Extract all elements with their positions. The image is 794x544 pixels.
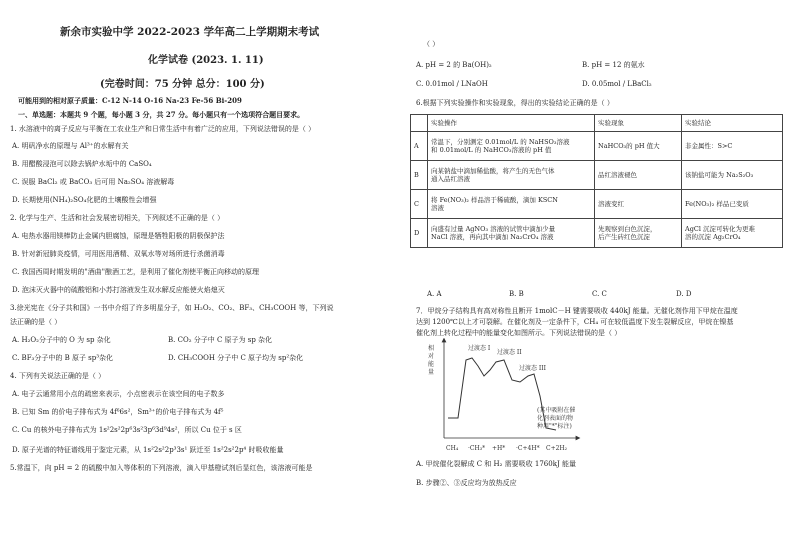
table-header-cell: 实验现象 [595,115,682,132]
q4-option-b: B. 已知 Sm 的价电子排布式为 4f⁶6s²，Sm³⁺的价电子排布式为 4f⁵ [12,408,224,416]
conclusion-line: Fe(NO₃)₂ 样品已变质 [685,200,749,208]
operation-line: 向某钠盐中滴加稀盐酸，将产生的无色气体 [431,167,555,175]
q2-option-c: C. 我国西周时期发明的"酒曲"酿酒工艺，是利用了催化剂使平衡正向移动的原理 [12,268,259,276]
q2-option-a: A. 电热水器用镁棒防止金属内胆腐蚀，原理是牺牲阳极的阴极保护法 [12,232,225,240]
q7-stem-line1: 7．甲烷分子结构具有高对称性且断开 1molC－H 键需要吸收 440kJ 能量。无催化剂作用下甲烷在温度 [416,307,738,315]
phenomenon-cell [595,219,682,248]
conclusion-line: 溶的沉淀 Ag₂CrO₄ [685,233,741,241]
table-row [411,161,783,190]
q3-stem-line2: 法正确的是（ ） [10,318,62,326]
transition-state-2-label: 过渡态 II [497,349,522,356]
operation-cell [428,132,595,161]
q4-option-d: D. 原子光谱的特征谱线用于鉴定元素，从 1s²2s²2p³3s¹ 跃迁至 1s²2s²2p⁴ 时吸收能量 [12,446,284,454]
adsorption-note-line: 种用"*"标注) [537,423,572,430]
operation-cell [428,161,595,190]
q2-option-d: D. 泡沫灭火器中的硫酸铝和小苏打溶液发生双水解反应能使火焰熄灭 [12,286,225,294]
q6-answer-d: D. D [676,290,692,298]
adsorption-note-line: (其中吸附在催 [537,407,576,414]
conclusion-line: AgCl 沉淀可转化为更难 [685,225,755,233]
y-axis-label-char: 对 [428,353,435,360]
q6-answer-a: A. A [427,290,442,298]
adsorption-note-line: 化剂表面的物 [537,415,574,422]
q7-option-a: A. 甲烷催化裂解成 C 和 H₂ 需要吸收 1760kJ 能量 [416,460,576,468]
energy-profile-diagram [416,338,586,460]
phenomenon-line: NaHCO₃的 pH 值大 [598,142,660,150]
row-label: C [411,190,428,219]
q6-answer-c: C. C [592,290,607,298]
q5-option-a: A. pH = 2 的 Ba(OH)₂ [416,61,492,69]
phenomenon-line: 先观察到白色沉淀， [598,225,657,233]
q3-option-c: C. BF₃分子中的 B 原子 sp³杂化 [12,354,114,362]
table-row [411,190,783,219]
x-axis-label: CH₄ [446,445,459,452]
conclusion-line: 非金属性：S>C [685,142,733,150]
table-row [411,219,783,248]
q7-option-b: B. 步骤②、③反应均为放热反应 [416,479,517,487]
transition-state-1-label: 过渡态 I [468,345,491,352]
y-axis-label-char: 相 [428,345,435,352]
phenomenon-cell [595,190,682,219]
q3-option-b: B. CO₂ 分子中 C 原子为 sp 杂化 [168,336,273,344]
section-heading: 一、单选题：本题共 9 个题，每小题 3 分，共 27 分。每小题只有一个选项符合题目要求。 [18,110,305,119]
q1-stem: 1. 水溶液中的离子反应与平衡在工农业生产和日常生活中有着广泛的应用，下列说法错误的是（ ） [10,125,316,133]
q3-stem-line1: 3.徐光宪在《分子共和国》一书中介绍了许多明星分子，如 H₂O₂、CO₂、BF₃、CH₃COOH 等，下列说 [10,304,334,312]
q2-stem: 2. 化学与生产、生活和社会发展密切相关，下列叙述不正确的是（ ） [10,214,225,222]
operation-cell [428,190,595,219]
q7-stem-line3: 催化剂上转化过程中的能量变化如图所示。下列说法错误的是（ ） [416,329,622,337]
operation-line: 溶液 [431,204,444,212]
q5-option-b: B. pH = 12 的氨水 [582,61,645,69]
phenomenon-line: 品红溶液褪色 [598,171,637,179]
phenomenon-line: 溶液变红 [598,200,624,208]
q2-option-b: B. 针对新冠肺炎疫情，可用医用酒精、双氧水等对场所进行杀菌消毒 [12,250,225,258]
row-label: D [411,219,428,248]
operation-line: 常温下，分别测定 0.01mol/L 的 NaHSO₃溶液 [431,138,570,146]
y-axis-label-char: 量 [428,369,435,376]
experiment-table [410,114,783,248]
school-title: 新余市实验中学 2022-2023 学年高二上学期期末考试 [60,26,320,38]
x-axis-label: +H* [492,445,506,452]
table-header-cell [411,115,428,132]
q6-answer-b: B. B [509,290,524,298]
y-axis-label-char: 能 [428,361,435,368]
x-axis-label: ·CH₃* [468,445,486,452]
q5-option-d: D. 0.05mol / LBaCl₂ [582,80,652,88]
q4-option-a: A. 电子云通常用小点的疏密来表示，小点密表示在该空间的电子数多 [12,390,225,398]
phenomenon-cell [595,132,682,161]
table-header-cell: 实验操作 [428,115,595,132]
q4-stem: 4. 下列有关说法正确的是（ ） [10,372,106,380]
phenomenon-line: 后产生砖红色沉淀 [598,233,650,241]
q5-stem: 5.常温下，向 pH = 2 的硫酸中加入等体积的下列溶液，滴入甲基橙试剂后显红色，该溶液可能是 [10,464,313,472]
conclusion-cell [682,190,783,219]
time-score: (完卷时间：75 分钟 总分：100 分) [100,79,265,90]
conclusion-cell [682,161,783,190]
q7-stem-line2: 达到 1200℃以上才可裂解。在催化剂及一定条件下，CH₄ 可在较低温度下发生裂解反应，甲烷在镍基 [416,318,734,326]
operation-line: NaCl 溶液，再向其中滴加 Na₂CrO₄ 溶液 [431,233,554,241]
q3-option-d: D. CH₃COOH 分子中 C 原子均为 sp²杂化 [168,354,304,362]
q6-stem: 6.根据下列实验操作和实验现象，得出的实验结论正确的是（ ） [416,99,614,107]
x-axis-label: ·C+4H* [516,445,540,452]
x-axis-label: C+2H₂ [546,445,568,452]
q3-option-a: A. H₂O₂分子中的 O 为 sp 杂化 [12,336,111,344]
table-header-row [411,115,783,132]
exam-title: 化学试卷 (2023. 1. 11) [148,55,264,66]
q1-option-d: D. 长期使用(NH₄)₂SO₄化肥的土壤酸性会增强 [12,196,157,204]
table-row [411,132,783,161]
q1-option-c: C. 误服 BaCl₂ 或 BaCO₃ 后可用 Na₂SO₄ 溶液解毒 [12,178,175,186]
phenomenon-cell [595,161,682,190]
q1-option-a: A. 明矾净水的原理与 Al³⁺的水解有关 [12,142,129,150]
atomic-masses: 可能用到的相对原子质量：C-12 N-14 O-16 Na-23 Fe-56 Bi-209 [18,96,242,105]
operation-cell [428,219,595,248]
q4-option-c: C. Cu 的核外电子排布式为 1s²2s²2p⁶3s²3p⁶3d⁹4s²，所以 Cu 位于 s 区 [12,426,242,434]
row-label: A [411,132,428,161]
q1-option-b: B. 用醋酸浸泡可以除去锅炉水垢中的 CaSO₄ [12,160,152,168]
operation-line: 向盛有过量 AgNO₃ 溶液的试管中滴加少量 [431,225,556,233]
transition-state-3-label: 过渡态 III [519,365,547,372]
operation-line: 通入品红溶液 [431,175,470,183]
q5-option-c: C. 0.01mol / LNaOH [416,80,488,88]
row-label: B [411,161,428,190]
conclusion-line: 该钠盐可能为 Na₂S₂O₃ [685,171,754,179]
q5-answer-brackets: （ ） [423,40,440,48]
conclusion-cell [682,219,783,248]
operation-line: 和 0.01mol/L 的 NaHCO₃溶液的 pH 值 [431,146,552,154]
table-header-cell: 实验结论 [682,115,783,132]
operation-line: 将 Fe(NO₃)₂ 样品溶于稀硫酸，滴加 KSCN [431,196,558,204]
conclusion-cell [682,132,783,161]
